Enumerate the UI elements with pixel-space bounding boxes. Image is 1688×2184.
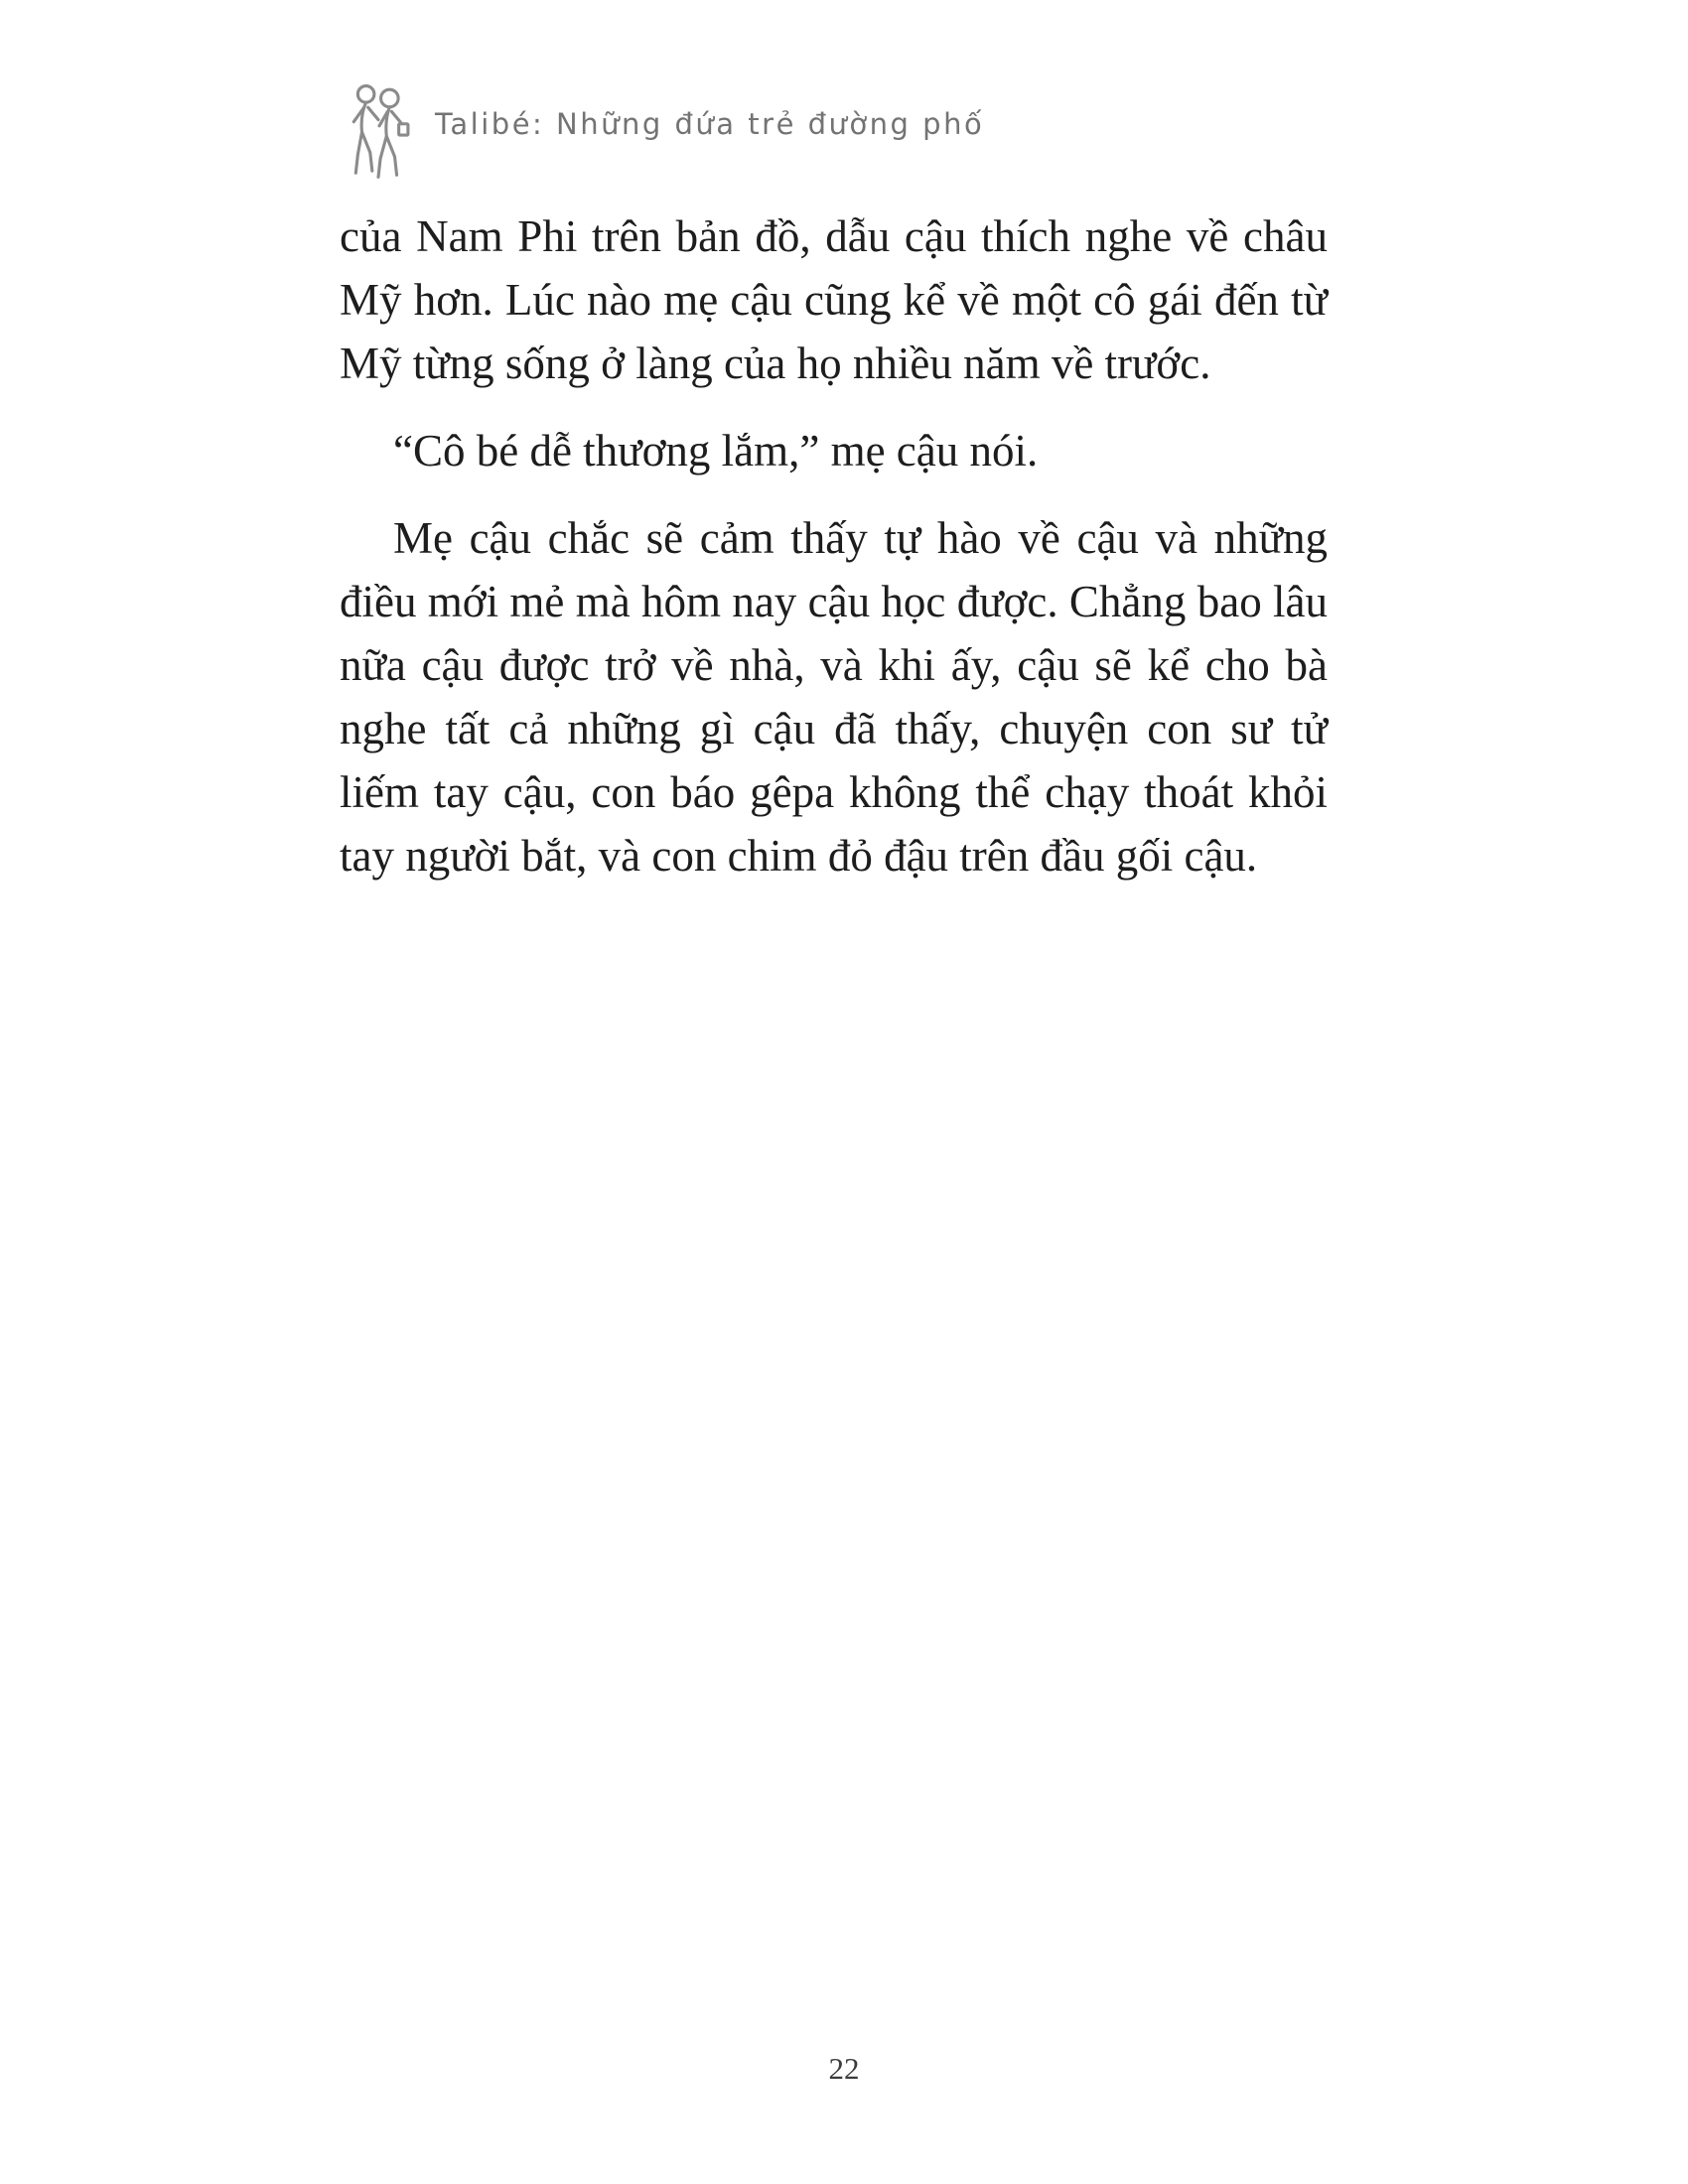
paragraph: của Nam Phi trên bản đồ, dẫu cậu thích nghe về châu Mỹ hơn. Lúc nào mẹ cậu cũng kể về một cô gái đến từ Mỹ từng sống ở làng của họ nhiều năm về trước. <box>340 211 1328 388</box>
running-header-title: Talibé: Những đứa trẻ đường phố <box>435 107 985 141</box>
paragraph: Mẹ cậu chắc sẽ cảm thấy tự hào về cậu và những điều mới mẻ mà hôm nay cậu học được. Chẳng bao lâu nữa cậu được trở về nhà, và khi ấy, cậu sẽ kể cho bà nghe tất cả những gì cậu đã thấy, chuyện con sư tử liếm tay cậu, con báo gêpa không thể chạy thoát khỏi tay người bắt, và con chim đỏ đậu trên đầu gối cậu. <box>340 513 1328 881</box>
page-footer <box>0 2051 1688 2087</box>
page-number: 22 <box>828 2051 860 2086</box>
running-header <box>346 79 984 185</box>
children-walking-icon <box>346 79 411 185</box>
page-body <box>340 205 1328 911</box>
paragraph: “Cô bé dễ thương lắm,” mẹ cậu nói. <box>393 426 1039 476</box>
